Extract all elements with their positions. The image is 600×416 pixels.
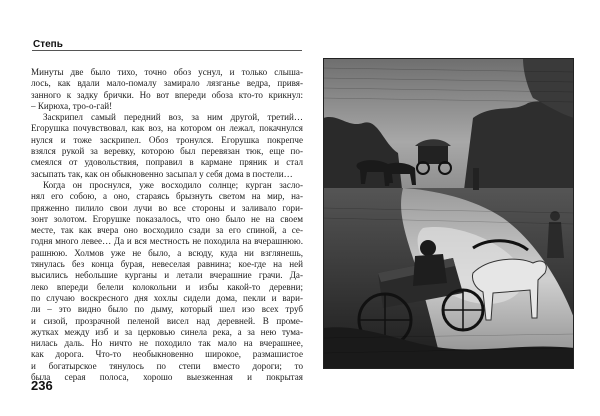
text-line: Егорушка почувствовал, как воз, на котором он лежал, покачнулся: [31, 123, 303, 134]
text-line: Когда он проснулся, уже восходило солнце; курган засло-: [43, 179, 303, 190]
text-line: нилась даль. Но ничто не походило так мало на вчерашнее,: [31, 338, 303, 349]
text-column: [31, 67, 303, 383]
page-number: 236: [31, 378, 53, 393]
text-line: нял его собою, а оно, стараясь брызнуть светом на мир, на-: [31, 191, 303, 202]
text-line: засыпать так, как он обыкновенно засыпал у себя дома в постели…: [31, 168, 293, 179]
text-line: зонт золотом. Егорушке показалось, что оно было не на своем: [31, 213, 303, 224]
text-line: и богатырское тянулось по степи вместо дороги; то: [31, 360, 303, 371]
text-line: была серая полоса, хорошо выезженная и покрытая: [31, 372, 303, 383]
header-title: Степь: [33, 39, 63, 50]
text-line: – Кирюха, тро-о-гай!: [31, 100, 113, 111]
text-line: ли – это видно было по дыму, который шел изо всех труб: [31, 304, 303, 315]
text-line: пряженно пилило свои лучи во все стороны и заливало гори-: [31, 202, 303, 213]
text-line: жутках между изб и за церковью синела река, а за нею тума-: [31, 326, 303, 337]
text-line: тянулась без конца бурая, невеселая равнина; кое-где на ней: [31, 259, 303, 270]
text-line: высились небольшие курганы и летали вчерашние грачи. Да-: [31, 270, 303, 281]
text-line: месте, так как вчера оно восходило сзади за его спиной, а се-: [31, 225, 303, 236]
text-line: по случаю воскресного дня хохлы сидели дома, пекли и вари-: [31, 292, 303, 303]
engraving-illustration: [323, 58, 574, 369]
text-line: Заскрипел самый передний воз, за ним другой, третий…: [43, 112, 303, 123]
text-line: леко впереди белели колокольни и избы какой-то деревни;: [31, 281, 303, 292]
text-line: нулся и тоже заскрипел. Обоз тронулся. Егорушка покрепче: [31, 134, 303, 145]
text-line: занного к задку брички. Но вот впереди обоза кто-то крикнул:: [31, 89, 303, 100]
text-line: Минуты две было тихо, точно обоз уснул, и только слыша-: [31, 67, 303, 77]
header-rule: [32, 50, 302, 51]
text-line: взялся рукой за веревку, которою был перевязан тюк, еще по-: [31, 146, 303, 157]
text-line: смеялся от удовольствия, поправил в кармане пряник и стал: [31, 157, 303, 168]
text-line: как дорога. Что-то необыкновенно широкое, размашистое: [31, 349, 303, 360]
text-line: рашнюю. Холмов уже не было, а всюду, куда ни взглянешь,: [31, 247, 303, 258]
text-line: годня много левее… Да и вся местность не походила на вчерашнюю.: [31, 236, 303, 247]
text-line: лось, как вдали мало-помалу замирало лязганье ведра, привя-: [31, 78, 303, 89]
text-line: и сизой, прозрачной пеленой висел над деревней. В проме-: [31, 315, 303, 326]
trees-right: [463, 102, 574, 198]
